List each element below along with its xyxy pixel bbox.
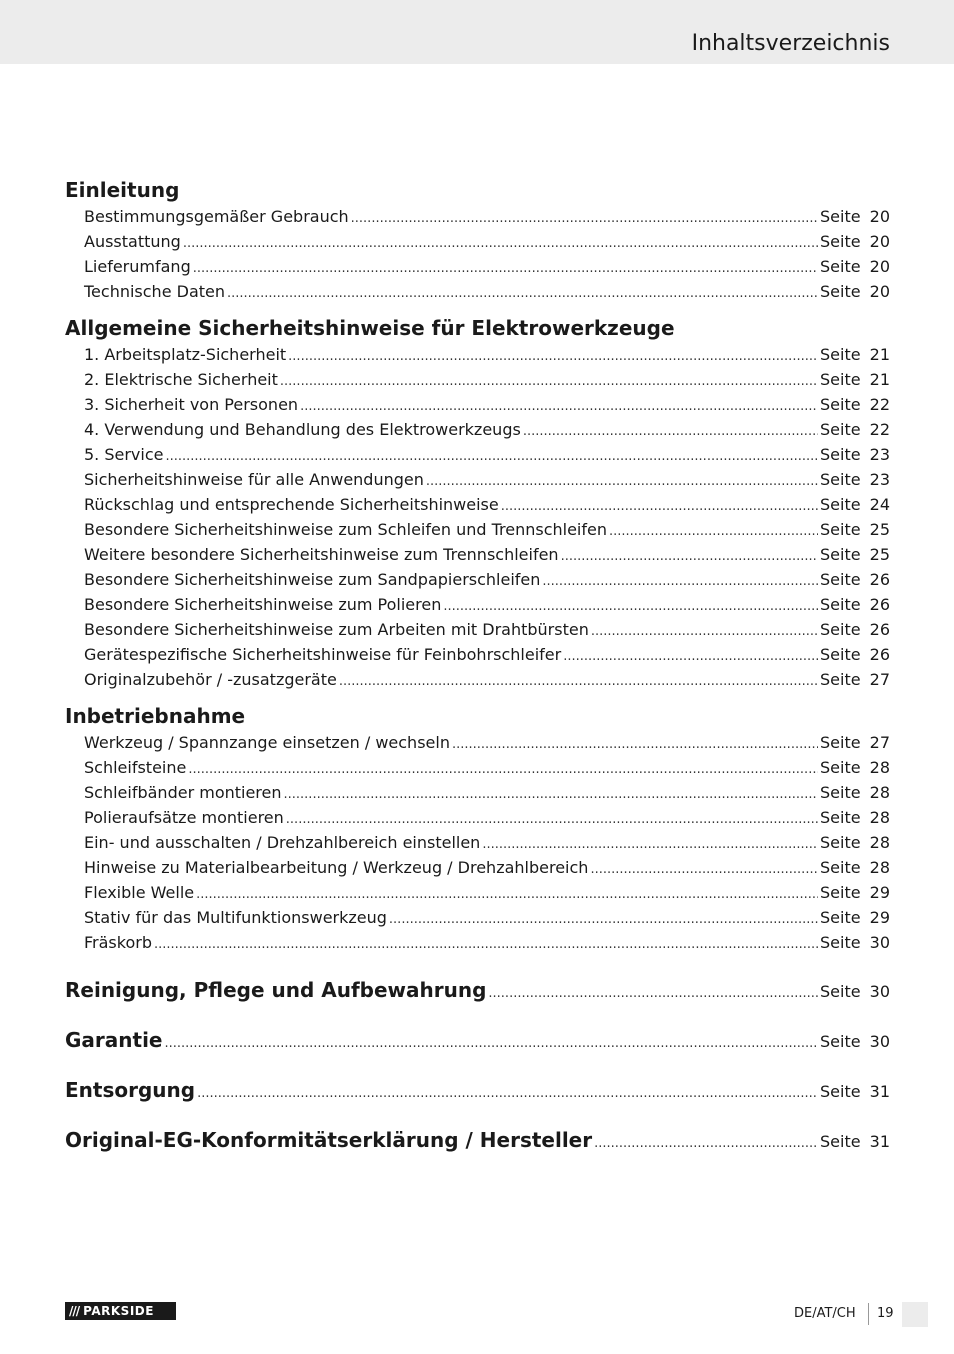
entry-page: 23	[869, 445, 890, 464]
language-code: DE/AT/CH	[794, 1306, 856, 1321]
entry-page: 29	[869, 908, 890, 927]
entry-label: Lieferumfang	[84, 257, 191, 276]
toc-entry[interactable]	[65, 617, 890, 642]
entry-label: Rückschlag und entsprechende Sicherheitshinweise	[84, 495, 499, 514]
toc-entry[interactable]	[65, 492, 890, 517]
toc-main-entry-entsorgung[interactable]	[65, 1065, 890, 1115]
toc-entry[interactable]	[65, 417, 890, 442]
entry-page: 26	[869, 570, 890, 589]
dot-leader	[154, 932, 818, 957]
entry-page: 29	[869, 883, 890, 902]
toc-entry[interactable]	[65, 254, 890, 279]
entry-seite: Seite	[820, 883, 861, 902]
toc-entry[interactable]	[65, 880, 890, 905]
section-heading: Allgemeine Sicherheitshinweise für Elektrowerkzeuge	[65, 316, 675, 340]
toc-section-sicherheitshinweise	[65, 314, 890, 692]
entry-label: Garantie	[65, 1028, 163, 1052]
toc-main-entry-garantie[interactable]	[65, 1015, 890, 1065]
dot-leader	[165, 444, 818, 469]
entry-seite: Seite	[820, 808, 861, 827]
toc-section-inbetriebnahme	[65, 702, 890, 955]
entry-label: Besondere Sicherheitshinweise zum Arbeiten mit Drahtbürsten	[84, 620, 589, 639]
entry-seite: Seite	[820, 982, 861, 1001]
entry-seite: Seite	[820, 933, 861, 952]
toc-entry[interactable]	[65, 204, 890, 229]
entry-seite: Seite	[820, 783, 861, 802]
entry-seite: Seite	[820, 545, 861, 564]
entry-page: 28	[869, 758, 890, 777]
entry-seite: Seite	[820, 282, 861, 301]
toc-section-einleitung	[65, 176, 890, 304]
toc-entry[interactable]	[65, 392, 890, 417]
entry-label: Sicherheitshinweise für alle Anwendungen	[84, 470, 424, 489]
entry-label: Originalzubehör / -zusatzgeräte	[84, 670, 337, 689]
dot-leader	[482, 832, 818, 857]
entry-seite: Seite	[820, 1132, 861, 1151]
toc-entry[interactable]	[65, 642, 890, 667]
entry-seite: Seite	[820, 670, 861, 689]
dot-leader	[452, 732, 818, 757]
entry-label: Besondere Sicherheitshinweise zum Sandpapierschleifen	[84, 570, 541, 589]
entry-label: 2. Elektrische Sicherheit	[84, 370, 278, 389]
entry-seite: Seite	[820, 833, 861, 852]
entry-page: 20	[869, 232, 890, 251]
entry-page: 26	[869, 620, 890, 639]
footer-tab	[902, 1302, 928, 1327]
toc-entry[interactable]	[65, 542, 890, 567]
dot-leader	[188, 757, 818, 782]
entry-label: 5. Service	[84, 445, 164, 464]
entry-page: 31	[869, 1082, 890, 1101]
dot-leader	[197, 1069, 818, 1119]
table-of-contents	[65, 176, 890, 1165]
entry-seite: Seite	[820, 257, 861, 276]
entry-page: 24	[869, 495, 890, 514]
entry-seite: Seite	[820, 395, 861, 414]
dot-leader	[196, 882, 818, 907]
entry-page: 23	[869, 470, 890, 489]
entry-label: 3. Sicherheit von Personen	[84, 395, 299, 414]
entry-label: Entsorgung	[65, 1078, 196, 1102]
entry-page: 28	[869, 858, 890, 877]
entry-label: Ein- und ausschalten / Drehzahlbereich einstellen	[84, 833, 481, 852]
entry-label: Flexible Welle	[84, 883, 195, 902]
toc-entry[interactable]	[65, 467, 890, 492]
entry-label: Werkzeug / Spannzange einsetzen / wechseln	[84, 733, 450, 752]
page-number: 19	[877, 1306, 894, 1321]
dot-leader	[609, 519, 818, 544]
dot-leader	[563, 644, 818, 669]
section-heading: Inbetriebnahme	[65, 704, 246, 728]
toc-entry[interactable]	[65, 592, 890, 617]
toc-main-entry-konformitaet[interactable]	[65, 1115, 890, 1165]
entry-seite: Seite	[820, 207, 861, 226]
entry-seite: Seite	[820, 570, 861, 589]
entry-page: 20	[869, 207, 890, 226]
toc-entry[interactable]	[65, 229, 890, 254]
entry-page: 20	[869, 257, 890, 276]
entry-label: Weitere besondere Sicherheitshinweise zum Trennschleifen	[84, 545, 559, 564]
entry-page: 22	[869, 395, 890, 414]
entry-page: 26	[869, 595, 890, 614]
entry-page: 28	[869, 783, 890, 802]
toc-entry[interactable]	[65, 517, 890, 542]
entry-label: Hinweise zu Materialbearbeitung / Werkzeug / Drehzahlbereich	[84, 858, 589, 877]
dot-leader	[288, 344, 818, 369]
dot-leader	[227, 281, 818, 306]
toc-entry[interactable]	[65, 855, 890, 880]
footer-divider	[868, 1303, 869, 1325]
dot-leader	[501, 494, 818, 519]
entry-label: Besondere Sicherheitshinweise zum Schleifen und Trennschleifen	[84, 520, 607, 539]
entry-seite: Seite	[820, 232, 861, 251]
entry-seite: Seite	[820, 620, 861, 639]
toc-entry[interactable]	[65, 442, 890, 467]
toc-entry[interactable]	[65, 930, 890, 955]
dot-leader	[488, 969, 818, 1019]
dot-leader	[339, 669, 818, 694]
entry-page: 26	[869, 645, 890, 664]
entry-page: 22	[869, 420, 890, 439]
entry-label: Fräskorb	[84, 933, 152, 952]
toc-entry[interactable]	[65, 279, 890, 304]
entry-label: Polieraufsätze montieren	[84, 808, 284, 827]
entry-page: 21	[869, 345, 890, 364]
dot-leader	[183, 231, 818, 256]
dot-leader	[193, 256, 818, 281]
entry-seite: Seite	[820, 495, 861, 514]
toc-entry[interactable]	[65, 667, 890, 692]
entry-label: Ausstattung	[84, 232, 181, 251]
dot-leader	[165, 1019, 819, 1069]
entry-seite: Seite	[820, 520, 861, 539]
toc-entry[interactable]	[65, 567, 890, 592]
dot-leader	[280, 369, 818, 394]
toc-main-entry-reinigung[interactable]	[65, 965, 890, 1015]
dot-leader	[594, 1119, 818, 1169]
toc-entry[interactable]	[65, 780, 890, 805]
entry-label: Stativ für das Multifunktionswerkzeug	[84, 908, 387, 927]
logo-slashes: ///	[69, 1304, 80, 1318]
entry-seite: Seite	[820, 858, 861, 877]
toc-entry[interactable]	[65, 830, 890, 855]
dot-leader	[590, 857, 818, 882]
entry-label: Technische Daten	[84, 282, 226, 301]
page-title: Inhaltsverzeichnis	[691, 31, 890, 56]
entry-label: Schleifbänder montieren	[84, 783, 282, 802]
entry-page: 27	[869, 670, 890, 689]
entry-page: 30	[869, 982, 890, 1001]
dot-leader	[542, 569, 818, 594]
entry-seite: Seite	[820, 1032, 861, 1051]
entry-page: 25	[869, 545, 890, 564]
dot-leader	[443, 594, 818, 619]
entry-label: Gerätespezifische Sicherheitshinweise für Feinbohrschleifer	[84, 645, 562, 664]
dot-leader	[561, 544, 818, 569]
entry-page: 20	[869, 282, 890, 301]
entry-seite: Seite	[820, 370, 861, 389]
entry-seite: Seite	[820, 733, 861, 752]
dot-leader	[389, 907, 818, 932]
entry-label: Schleifsteine	[84, 758, 187, 777]
entry-page: 28	[869, 833, 890, 852]
dot-leader	[523, 419, 818, 444]
parkside-logo	[65, 1302, 176, 1320]
entry-page: 21	[869, 370, 890, 389]
entry-seite: Seite	[820, 445, 861, 464]
entry-seite: Seite	[820, 908, 861, 927]
entry-page: 30	[869, 1032, 890, 1051]
section-heading: Einleitung	[65, 178, 180, 202]
entry-seite: Seite	[820, 758, 861, 777]
dot-leader	[300, 394, 818, 419]
entry-page: 31	[869, 1132, 890, 1151]
toc-entry[interactable]	[65, 342, 890, 367]
dot-leader	[351, 206, 818, 231]
toc-entry[interactable]	[65, 367, 890, 392]
entry-seite: Seite	[820, 1082, 861, 1101]
entry-seite: Seite	[820, 470, 861, 489]
logo-text: PARKSIDE	[83, 1304, 154, 1318]
entry-page: 30	[869, 933, 890, 952]
dot-leader	[284, 782, 818, 807]
dot-leader	[426, 469, 818, 494]
entry-seite: Seite	[820, 645, 861, 664]
entry-page: 28	[869, 808, 890, 827]
entry-label: Bestimmungsgemäßer Gebrauch	[84, 207, 349, 226]
entry-label: Reinigung, Pflege und Aufbewahrung	[65, 978, 487, 1002]
entry-seite: Seite	[820, 345, 861, 364]
entry-page: 27	[869, 733, 890, 752]
entry-seite: Seite	[820, 420, 861, 439]
entry-label: 4. Verwendung und Behandlung des Elektrowerkzeugs	[84, 420, 521, 439]
toc-entry[interactable]	[65, 755, 890, 780]
toc-entry[interactable]	[65, 805, 890, 830]
entry-label: Besondere Sicherheitshinweise zum Polieren	[84, 595, 442, 614]
dot-leader	[591, 619, 818, 644]
entry-label: 1. Arbeitsplatz-Sicherheit	[84, 345, 287, 364]
entry-label: Original-EG-Konformitätserklärung / Hersteller	[65, 1128, 593, 1152]
toc-entry[interactable]	[65, 730, 890, 755]
entry-page: 25	[869, 520, 890, 539]
toc-entry[interactable]	[65, 905, 890, 930]
entry-seite: Seite	[820, 595, 861, 614]
dot-leader	[286, 807, 818, 832]
